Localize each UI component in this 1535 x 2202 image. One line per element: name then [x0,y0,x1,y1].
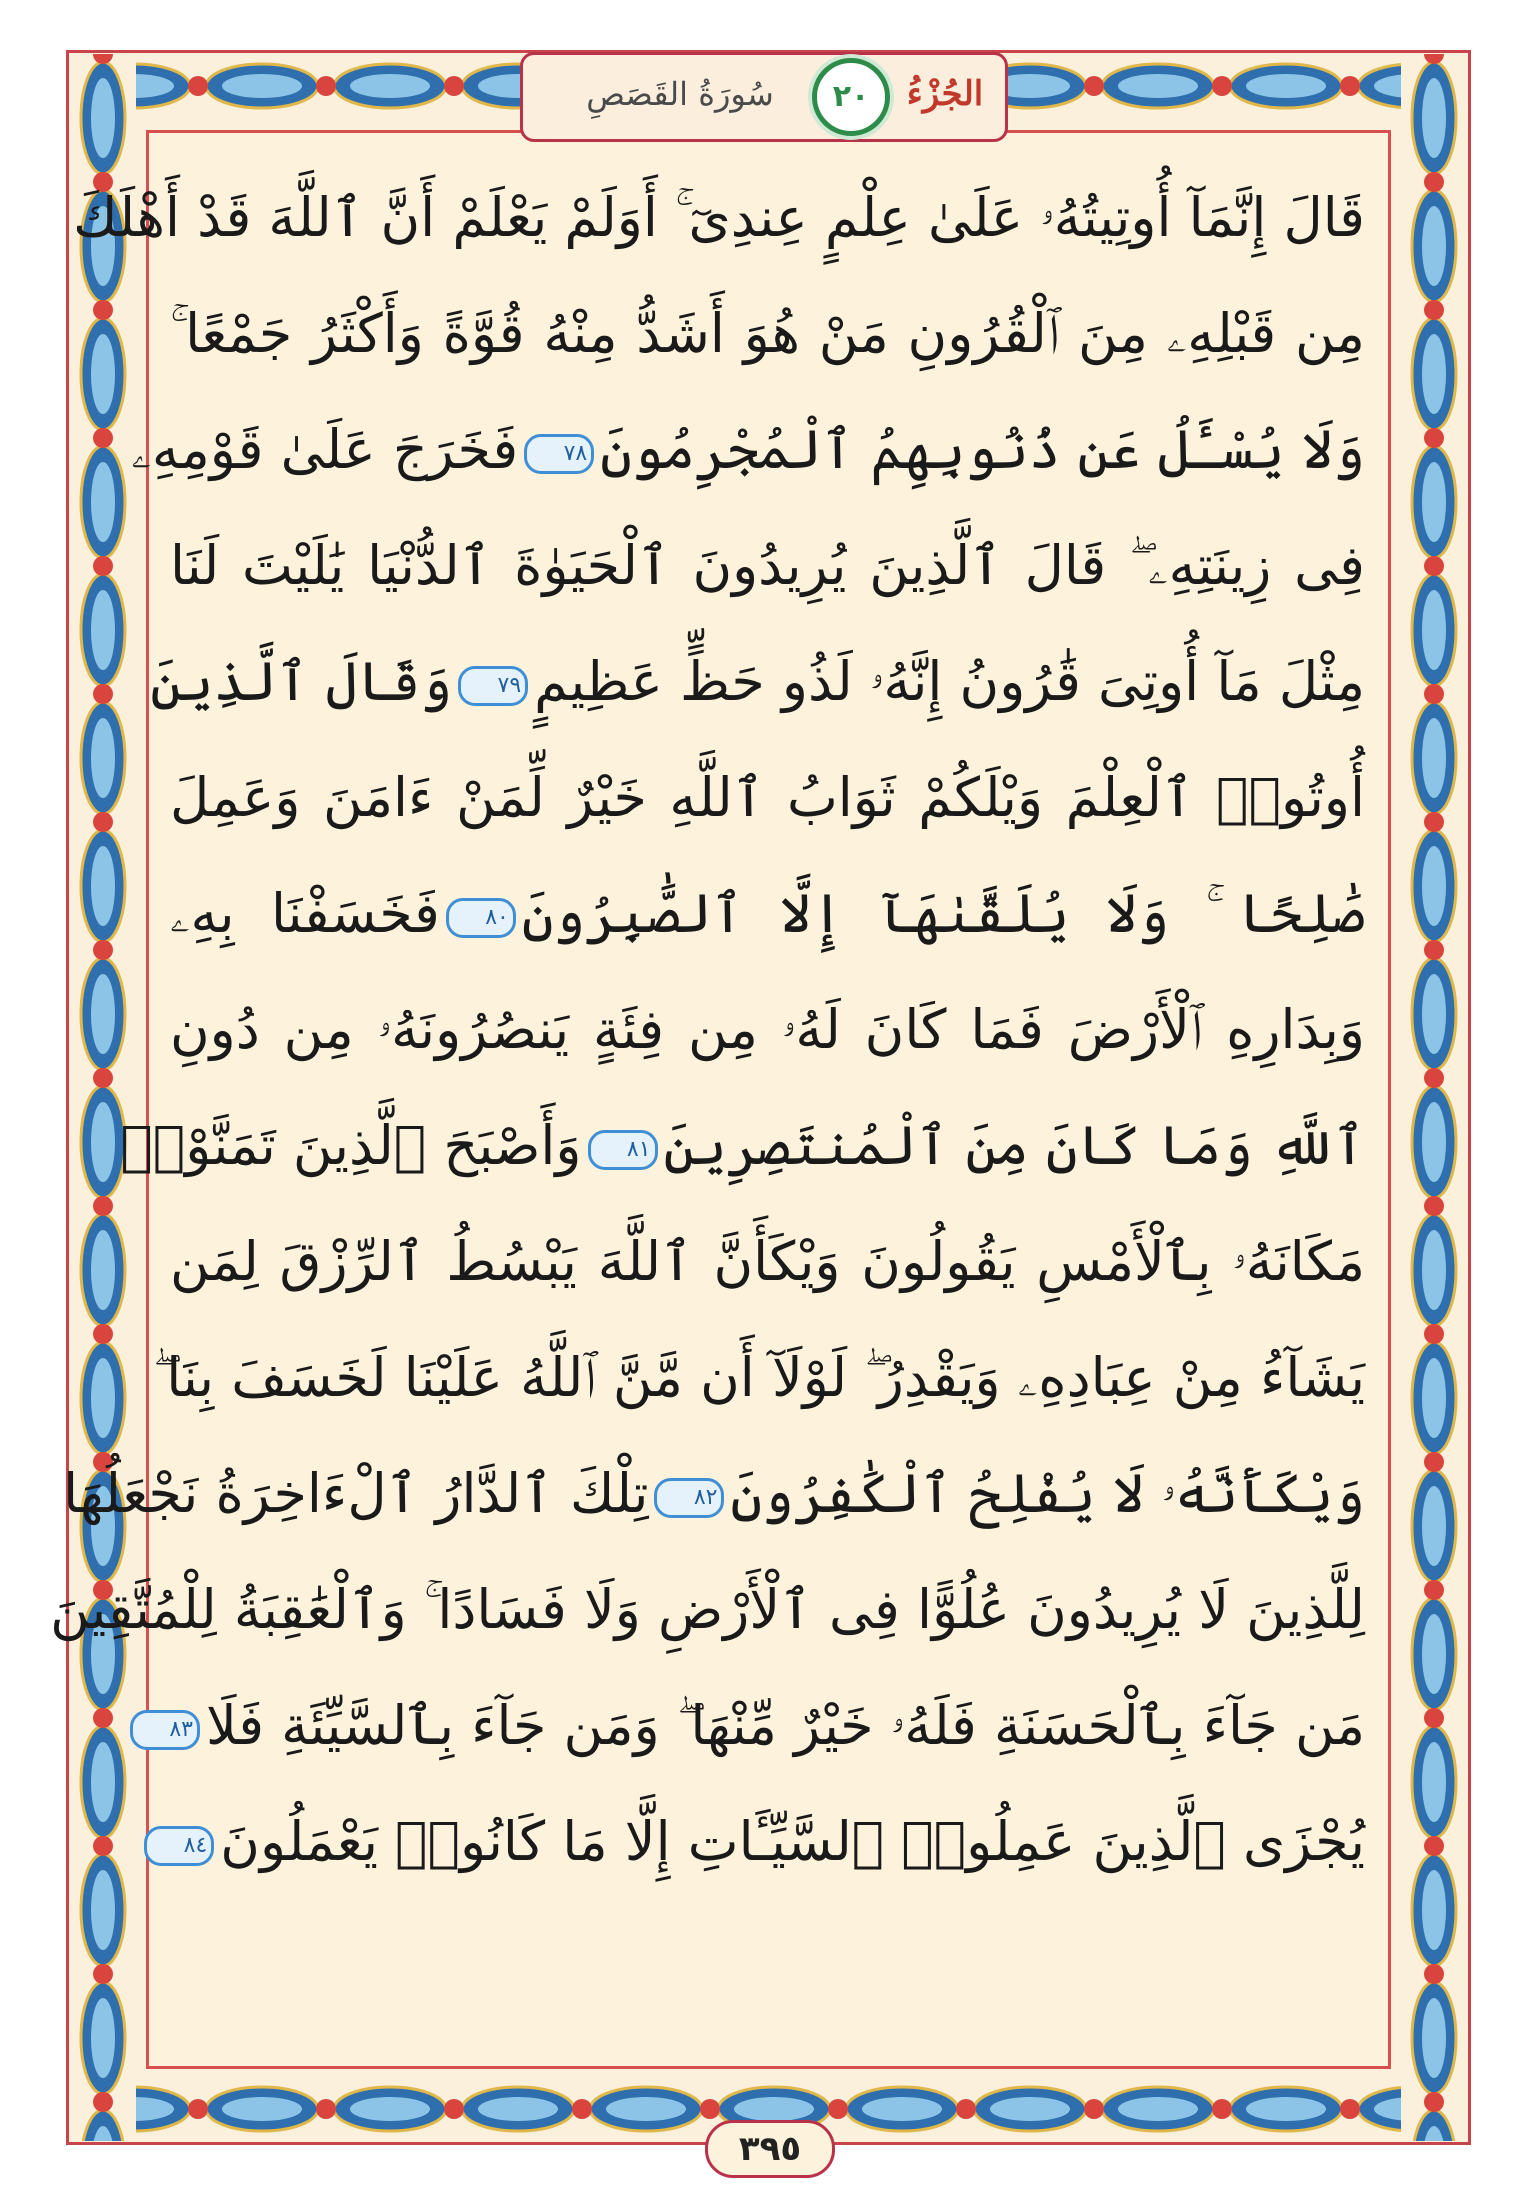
verse-text: يُجْزَى ٱلَّذِينَ عَمِلُوا۟ ٱلسَّيِّـَٔاتِ إِلَّا مَا كَانُوا۟ يَعْمَلُونَ [220,1810,1365,1873]
verse-line [120,1088,1365,1204]
verse-text-block [50,160,1365,1900]
ayah-number-marker: ٨٣ [130,1710,200,1750]
verse-text: وَأَصْبَحَ ٱلَّذِينَ تَمَنَّوْا۟ [120,1114,582,1177]
verse-text: فَخَرَجَ عَلَىٰ قَوْمِهِۦ [131,418,519,481]
verse-text: ٱللَّهِ وَمَا كَانَ مِنَ ٱلْمُنتَصِرِينَ [663,1114,1365,1177]
verse-text: مِثْلَ مَآ أُوتِىَ قَٰرُونُ إِنَّهُۥ لَذُو حَظٍّ عَظِيمٍ [534,650,1365,713]
verse-text: وَلَا يُسْـَٔلُ عَن ذُنُوبِهِمُ ٱلْمُجْرِمُونَ [600,418,1365,481]
verse-text: أُوتُوا۟ ٱلْعِلْمَ وَيْلَكُمْ ثَوَابُ ٱللَّهِ خَيْرٌ لِّمَنْ ءَامَنَ وَعَمِلَ [170,766,1365,829]
verse-line [63,1436,1365,1552]
verse-line [170,508,1365,624]
ornament-pattern-right [1401,54,1467,2141]
verse-text: فِى زِينَتِهِۦ ۖ قَالَ ٱلَّذِينَ يُرِيدُونَ ٱلْحَيَوٰةَ ٱلدُّنْيَا يَٰلَيْتَ لَنَا [170,534,1365,597]
verse-line [73,160,1365,276]
verse-line [170,740,1365,856]
surah-name: سُورَةُ القَصَصِ [586,75,774,113]
verse-text: تِلْكَ ٱلدَّارُ ٱلْءَاخِرَةُ نَجْعَلُهَا [63,1462,649,1525]
verse-line [170,1668,1365,1784]
verse-text: يَشَآءُ مِنْ عِبَادِهِۦ وَيَقْدِرُ ۖ لَوْلَآ أَن مَّنَّ ٱللَّهُ عَلَيْنَا لَخَسَفَ بِنَا ۖ [152,1346,1365,1409]
verse-text: مِن قَبْلِهِۦ مِنَ ٱلْقُرُونِ مَنْ هُوَ أَشَدُّ مِنْهُ قُوَّةً وَأَكْثَرُ جَمْعًا ۚ [170,302,1365,365]
verse-line [170,276,1365,392]
verse-text: وَبِدَارِهِ ٱلْأَرْضَ فَمَا كَانَ لَهُۥ مِن فِئَةٍ يَنصُرُونَهُۥ مِن دُونِ [170,998,1365,1061]
verse-line [50,1552,1365,1668]
juz-medallion [812,58,890,136]
page-number: ٣٩٥ [738,2129,802,2169]
verse-line [170,1204,1365,1320]
ayah-number-marker: ٧٩ [458,666,528,706]
verse-text: مَن جَآءَ بِٱلْحَسَنَةِ فَلَهُۥ خَيْرٌ مِّنْهَا ۖ وَمَن جَآءَ بِٱلسَّيِّئَةِ فَلَا [205,1694,1365,1757]
verse-text: مَكَانَهُۥ بِٱلْأَمْسِ يَقُولُونَ وَيْكَأَنَّ ٱللَّهَ يَبْسُطُ ٱلرِّزْقَ لِمَن [170,1230,1365,1293]
verse-line [152,1320,1365,1436]
verse-line [170,856,1365,972]
ayah-number-marker: ٨٢ [654,1478,724,1518]
verse-line [150,624,1365,740]
border-ornament-right [1401,54,1467,2141]
verse-text: وَيْكَأَنَّهُۥ لَا يُفْلِحُ ٱلْكَٰفِرُونَ [730,1462,1365,1525]
verse-text: وَقَالَ ٱلَّذِينَ [150,650,453,713]
verse-text: قَالَ إِنَّمَآ أُوتِيتُهُۥ عَلَىٰ عِلْمٍ عِندِىٓ ۚ أَوَلَمْ يَعْلَمْ أَنَّ ٱللَّهَ قَدْ أَهْلَكَ [73,186,1365,249]
juz-label: الجُزْءُ [906,74,984,114]
page-number-box [705,2120,835,2178]
ayah-number-marker: ٨٠ [446,898,516,938]
verse-text: فَخَسَفْنَا بِهِۦ [170,882,440,945]
juz-number: ٢٠ [832,79,870,114]
ayah-number-marker: ٧٨ [524,434,594,474]
verse-text: صَٰلِحًا ۚ وَلَا يُلَقَّىٰهَآ إِلَّا ٱلصَّٰبِرُونَ [521,882,1365,945]
ayah-number-marker: ٨١ [588,1130,658,1170]
verse-line [131,392,1365,508]
verse-text: لِلَّذِينَ لَا يُرِيدُونَ عُلُوًّا فِى ٱلْأَرْضِ وَلَا فَسَادًا ۚ وَٱلْعَٰقِبَةُ لِلْمُتَّقِينَ [50,1578,1365,1641]
verse-line [170,972,1365,1088]
verse-line [170,1784,1365,1900]
ayah-number-marker: ٨٤ [144,1826,214,1866]
